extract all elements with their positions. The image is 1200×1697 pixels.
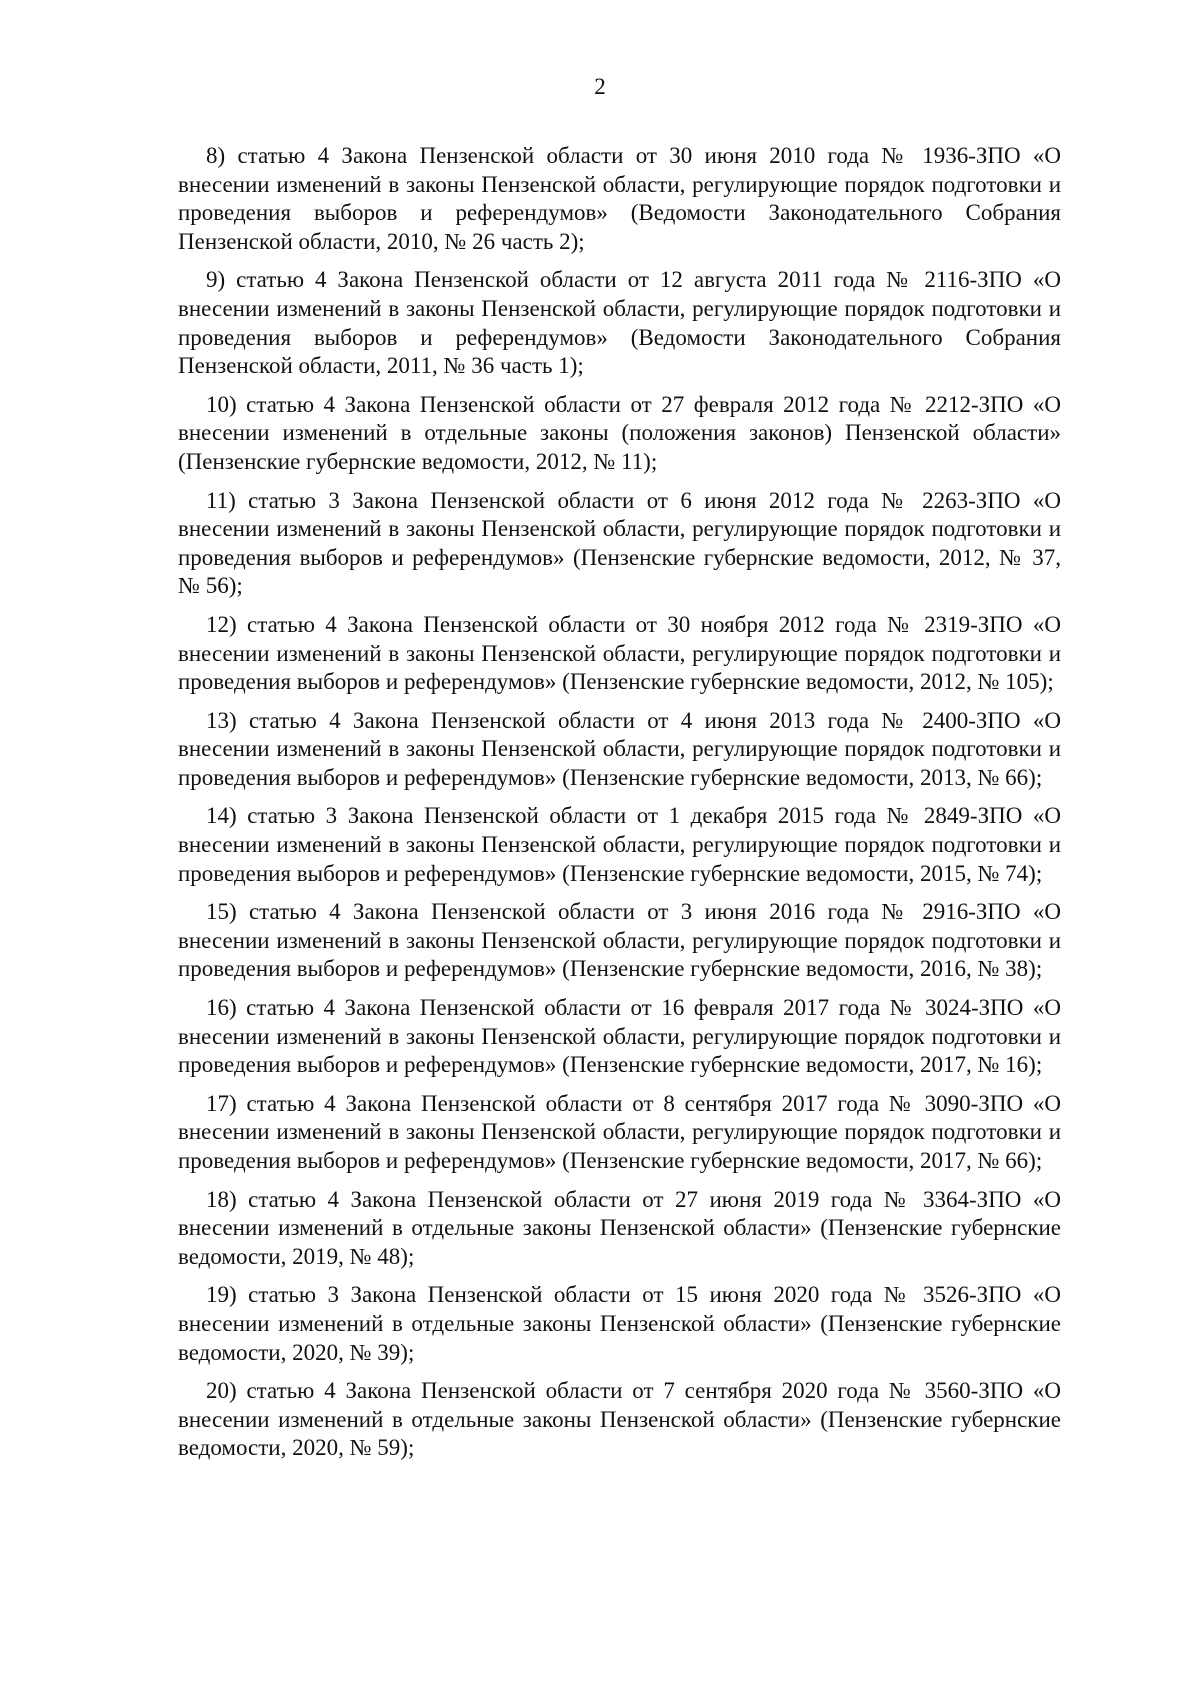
list-item: 16) статью 4 Закона Пензенской области от 16 февраля 2017 года № 3024-ЗПО «О внесении изменений в законы Пензенской области, регулирующие порядок подготовки и проведения выборов и референдумов» (Пензенские губернские ведомости, 2017, № 16); <box>178 995 1061 1078</box>
list-item: 10) статью 4 Закона Пензенской области от 27 февраля 2012 года № 2212-ЗПО «О внесении изменений в отдельные законы (положения законов) Пензенской области» (Пензенские губернские ведомости, 2012, № 11); <box>178 391 1061 474</box>
list-item: 12) статью 4 Закона Пензенской области от 30 ноября 2012 года № 2319-ЗПО «О внесении изменений в законы Пензенской области, регулирующие порядок подготовки и проведения выборов и референдумов» (Пензенские губернские ведомости, 2012, № 105); <box>178 611 1061 695</box>
list-item: 13) статью 4 Закона Пензенской области от 4 июня 2013 года № 2400-ЗПО «О внесении изменений в законы Пензенской области, регулирующие порядок подготовки и проведения выборов и референдумов» (Пензенские губернские ведомости, 2013, № 66); <box>178 707 1061 790</box>
document-body <box>178 142 1061 1473</box>
page-number: 2 <box>594 74 606 99</box>
list-item: 18) статью 4 Закона Пензенской области от 27 июня 2019 года № 3364-ЗПО «О внесении изменений в отдельные законы Пензенской области» (Пензенские губернские ведомости, 2019, № 48); <box>178 1186 1061 1269</box>
list-item: 8) статью 4 Закона Пензенской области от 30 июня 2010 года № 1936-ЗПО «О внесении изменений в законы Пензенской области, регулирующие порядок подготовки и проведения выборов и референдумов» (Ведомости Законодательного Собрания Пензенской области, 2010, № 26 часть 2); <box>178 143 1061 254</box>
list-item: 11) статью 3 Закона Пензенской области от 6 июня 2012 года № 2263-ЗПО «О внесении изменений в законы Пензенской области, регулирующие порядок подготовки и проведения выборов и референдумов» (Пензенские губернские ведомости, 2012, № 37, № 56); <box>178 487 1061 599</box>
list-item: 20) статью 4 Закона Пензенской области от 7 сентября 2020 года № 3560-ЗПО «О внесении изменений в отдельные законы Пензенской области» (Пензенские губернские ведомости, 2020, № 59); <box>178 1378 1061 1461</box>
list-item: 15) статью 4 Закона Пензенской области от 3 июня 2016 года № 2916-ЗПО «О внесении изменений в законы Пензенской области, регулирующие порядок подготовки и проведения выборов и референдумов» (Пензенские губернские ведомости, 2016, № 38); <box>178 899 1061 982</box>
list-item: 17) статью 4 Закона Пензенской области от 8 сентября 2017 года № 3090-ЗПО «О внесении изменений в законы Пензенской области, регулирующие порядок подготовки и проведения выборов и референдумов» (Пензенские губернские ведомости, 2017, № 66); <box>178 1090 1061 1173</box>
list-item: 14) статью 3 Закона Пензенской области от 1 декабря 2015 года № 2849-ЗПО «О внесении изменений в законы Пензенской области, регулирующие порядок подготовки и проведения выборов и референдумов» (Пензенские губернские ведомости, 2015, № 74); <box>178 803 1061 886</box>
list-item: 9) статью 4 Закона Пензенской области от 12 августа 2011 года № 2116-ЗПО «О внесении изменений в законы Пензенской области, регулирующие порядок подготовки и проведения выборов и референдумов» (Ведомости Законодательного Собрания Пензенской области, 2011, № 36 часть 1); <box>178 267 1061 379</box>
list-item: 19) статью 3 Закона Пензенской области от 15 июня 2020 года № 3526-ЗПО «О внесении изменений в отдельные законы Пензенской области» (Пензенские губернские ведомости, 2020, № 39); <box>178 1282 1061 1365</box>
